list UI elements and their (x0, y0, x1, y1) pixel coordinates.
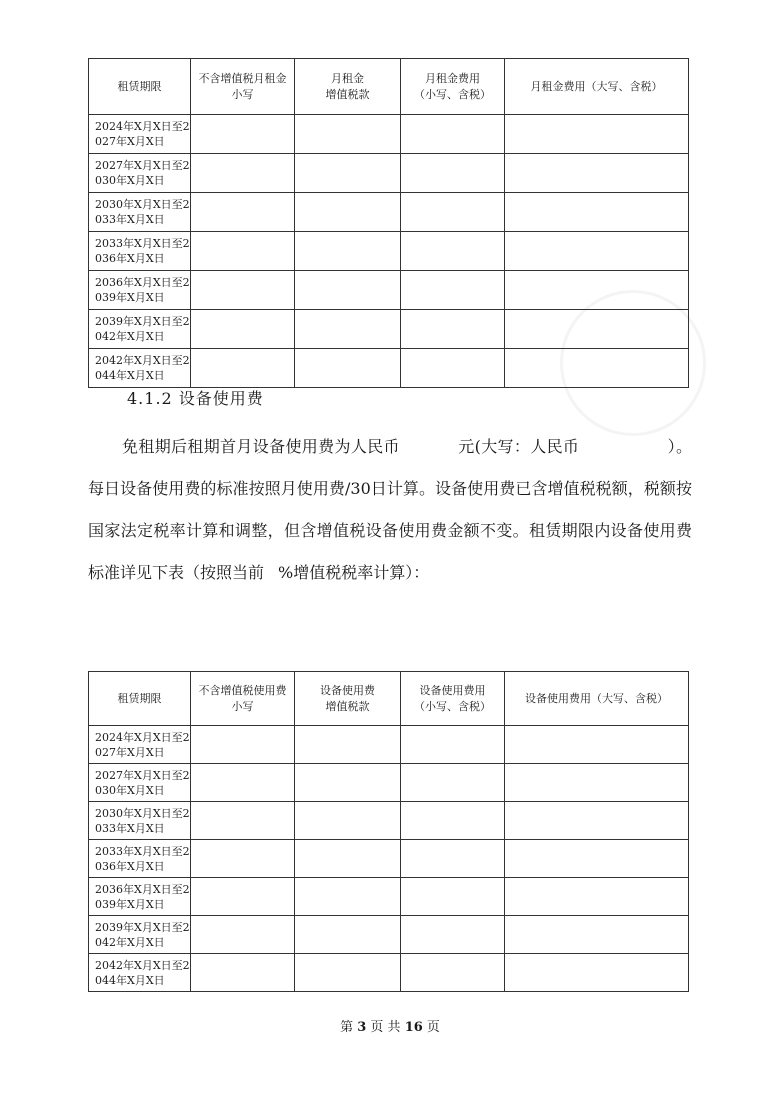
empty-cell (505, 271, 689, 310)
period-cell (89, 878, 191, 916)
empty-cell (401, 726, 505, 764)
empty-cell (505, 310, 689, 349)
monthly-rent-table (88, 58, 689, 388)
table-row (89, 878, 689, 916)
empty-cell (505, 840, 689, 878)
empty-cell (401, 232, 505, 271)
column-header: 月租金费用 （小写、含税） (401, 59, 505, 115)
empty-cell (295, 193, 401, 232)
period-text: 2033年X月X日至2036年X月X日 (95, 237, 190, 265)
empty-cell (505, 726, 689, 764)
period-text: 2027年X月X日至2030年X月X日 (95, 768, 190, 797)
empty-cell (295, 310, 401, 349)
empty-cell (401, 954, 505, 992)
empty-cell (505, 802, 689, 840)
empty-cell (191, 232, 295, 271)
column-header: 租赁期限 (89, 59, 191, 115)
empty-cell (401, 916, 505, 954)
table-row (89, 954, 689, 992)
empty-cell (401, 802, 505, 840)
empty-cell (295, 349, 401, 388)
section-heading: 4.1.2 设备使用费 (127, 389, 264, 408)
column-header: 月租金费用（大写、含税） (505, 59, 689, 115)
period-cell (89, 840, 191, 878)
table-row (89, 840, 689, 878)
empty-cell (191, 954, 295, 992)
table-row (89, 764, 689, 802)
empty-cell (505, 916, 689, 954)
empty-cell (295, 954, 401, 992)
empty-cell (191, 840, 295, 878)
period-cell (89, 916, 191, 954)
empty-cell (191, 764, 295, 802)
empty-cell (505, 193, 689, 232)
para-text-1a: 免租期后租期首月设备使用费为人民币 (122, 437, 400, 456)
period-text: 2033年X月X日至2036年X月X日 (95, 844, 190, 873)
period-text: 2024年X月X日至2027年X月X日 (95, 120, 190, 148)
empty-cell (295, 232, 401, 271)
period-cell (89, 154, 191, 193)
empty-cell (401, 878, 505, 916)
empty-cell (191, 193, 295, 232)
empty-cell (191, 154, 295, 193)
period-text: 2036年X月X日至2039年X月X日 (95, 882, 190, 911)
empty-cell (191, 802, 295, 840)
empty-cell (401, 193, 505, 232)
empty-cell (505, 764, 689, 802)
period-text: 2042年X月X日至2044年X月X日 (95, 958, 190, 987)
empty-cell (191, 726, 295, 764)
empty-cell (191, 878, 295, 916)
table-row (89, 193, 689, 232)
period-text: 2030年X月X日至2033年X月X日 (95, 806, 190, 835)
period-text: 2042年X月X日至2044年X月X日 (95, 354, 190, 382)
table-row (89, 310, 689, 349)
empty-cell (191, 310, 295, 349)
empty-cell (401, 154, 505, 193)
column-header: 不含增值税使用费小写 (191, 672, 295, 726)
empty-cell (295, 115, 401, 154)
column-header: 租赁期限 (89, 672, 191, 726)
period-cell (89, 802, 191, 840)
footer-total-pages: 16 (404, 1020, 423, 1035)
period-cell (89, 349, 191, 388)
empty-cell (505, 154, 689, 193)
empty-cell (295, 726, 401, 764)
table-row (89, 154, 689, 193)
empty-cell (505, 115, 689, 154)
table-header-row (89, 59, 689, 115)
empty-cell (401, 349, 505, 388)
period-cell (89, 310, 191, 349)
period-cell (89, 954, 191, 992)
table-row (89, 232, 689, 271)
period-text: 2039年X月X日至2042年X月X日 (95, 315, 190, 343)
empty-cell (401, 115, 505, 154)
table-row (89, 115, 689, 154)
footer-pre: 第 (340, 1020, 354, 1035)
table-row (89, 349, 689, 388)
empty-cell (295, 764, 401, 802)
para-text-2b: ）。每日设备使用费的标准按照月使用费/30日计算。设备使用费已含增值税税额，税额按国家法定税率计算和调整，但含增值税设备使用费金额不变。租赁期限内设备使用费标准详见下表（按照当前 (88, 437, 692, 582)
empty-cell (295, 154, 401, 193)
period-cell (89, 764, 191, 802)
column-header: 设备使用费用 （小写、含税） (401, 672, 505, 726)
period-text: 2024年X月X日至2027年X月X日 (95, 730, 190, 759)
empty-cell (401, 764, 505, 802)
empty-cell (401, 840, 505, 878)
para-text-1b: 元(大写：人民 (457, 437, 563, 456)
empty-cell (505, 349, 689, 388)
empty-cell (505, 954, 689, 992)
table-row (89, 726, 689, 764)
period-text: 2039年X月X日至2042年X月X日 (95, 920, 190, 949)
column-header: 设备使用费用（大写、含税） (505, 672, 689, 726)
table-row (89, 271, 689, 310)
empty-cell (505, 232, 689, 271)
empty-cell (295, 802, 401, 840)
footer-post: 页 (426, 1020, 440, 1035)
period-cell (89, 726, 191, 764)
period-cell (89, 232, 191, 271)
footer-mid: 页 共 (370, 1020, 401, 1035)
empty-cell (191, 115, 295, 154)
period-cell (89, 193, 191, 232)
column-header: 不含增值税月租金小写 (191, 59, 295, 115)
empty-cell (401, 310, 505, 349)
empty-cell (191, 916, 295, 954)
footer-page-number: 3 (357, 1020, 367, 1035)
empty-cell (295, 916, 401, 954)
page-footer (0, 1016, 780, 1035)
para-text-2c: %增值税税率计算）： (278, 563, 430, 582)
period-cell (89, 115, 191, 154)
column-header: 月租金 增值税款 (295, 59, 401, 115)
table-header-row (89, 672, 689, 726)
table-row (89, 916, 689, 954)
empty-cell (295, 271, 401, 310)
period-text: 2030年X月X日至2033年X月X日 (95, 198, 190, 226)
period-text: 2027年X月X日至2030年X月X日 (95, 159, 190, 187)
table-row (89, 802, 689, 840)
equipment-fee-paragraph (88, 426, 692, 594)
column-header: 设备使用费 增值税款 (295, 672, 401, 726)
period-text: 2036年X月X日至2039年X月X日 (95, 276, 190, 304)
equipment-fee-table (88, 671, 689, 992)
period-cell (89, 271, 191, 310)
empty-cell (295, 840, 401, 878)
empty-cell (295, 878, 401, 916)
empty-cell (401, 271, 505, 310)
empty-cell (505, 878, 689, 916)
para-text-2a: 币 (562, 437, 580, 456)
empty-cell (191, 349, 295, 388)
empty-cell (191, 271, 295, 310)
